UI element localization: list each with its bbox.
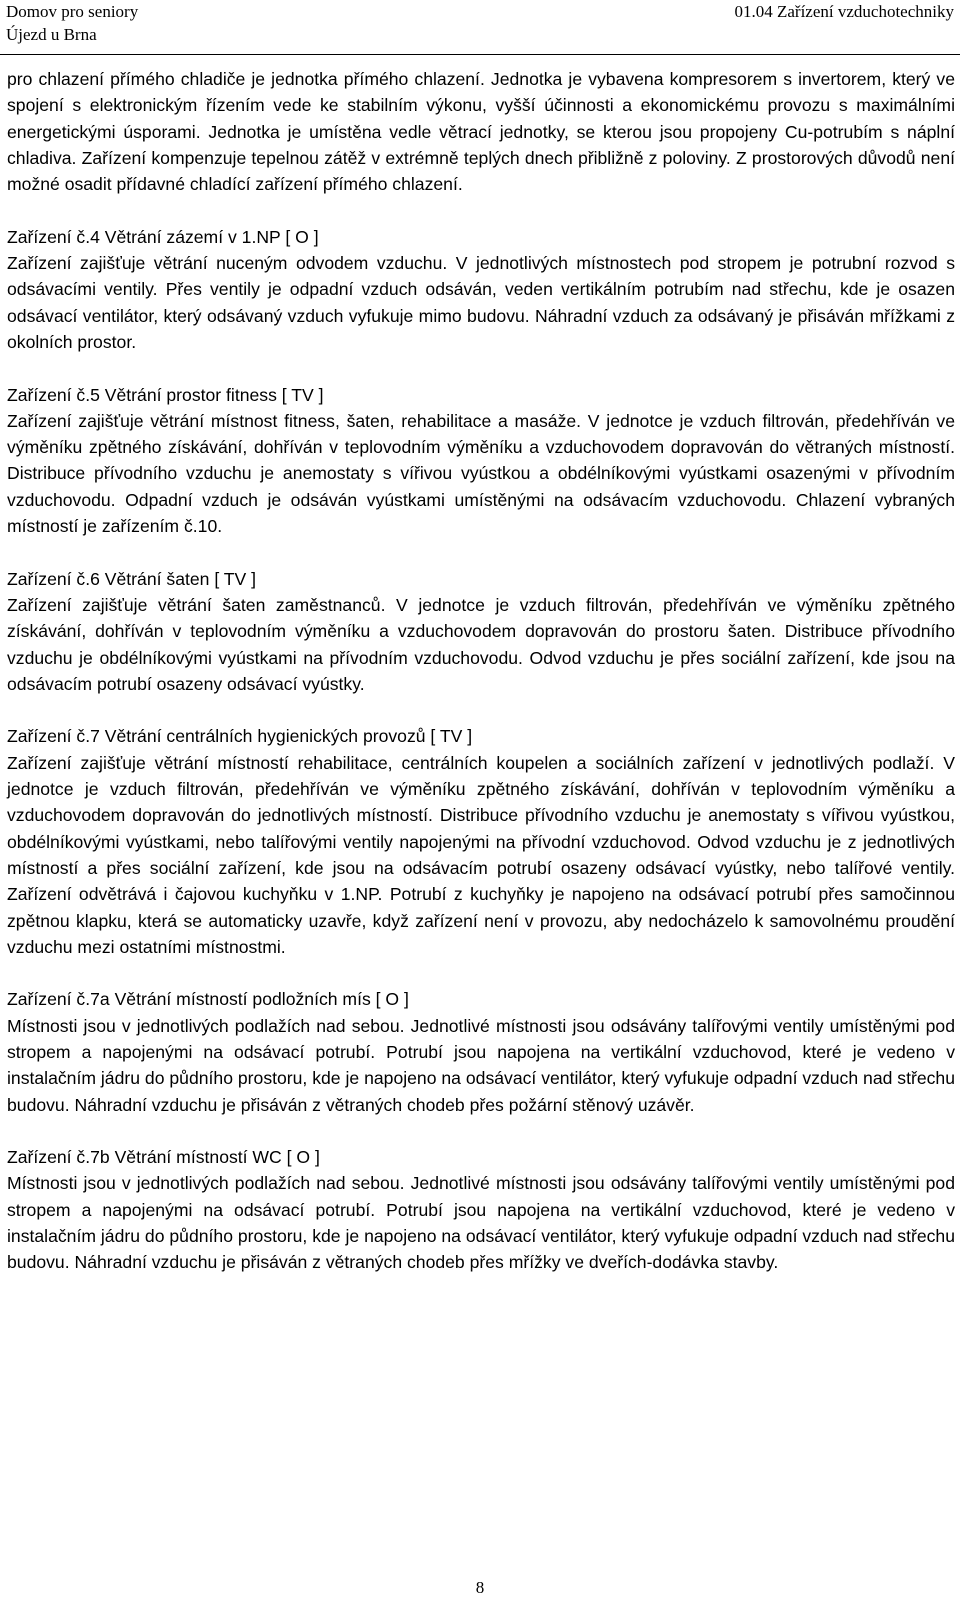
section-body: Zařízení zajišťuje větrání místnost fitness, šaten, rehabilitace a masáže. V jednotce je vzduch filtrován, předehříván ve výměníku zpětného získávání, dohříván v teplovodním výměníku a vzduchovodem dopravován do větraných místností. Distribuce přívodního vzduchu je anemostaty s vířivou vyústkou a obdélníkovými vyústkami osazenými v přívodním vzduchovodu. Odpadní vzduch je odsáván vyústkami umístěnými na odsávacím vzduchovodu. Chlazení vybraných místností je zařízením č.10. — [7, 410, 955, 537]
section-body: Zařízení zajišťuje větrání nuceným odvodem vzduchu. V jednotlivých místnostech pod stropem je potrubní rozvod s odsávacími ventily. Přes ventily je odpadní vzduch odsáván, veden vertikálním potrubím nad střechu, kde je osazen odsávací ventilátor, který odsávaný vzduch vyfukuje mimo budovu. Náhradní vzduch za odsávaný je přisáván mřížkami z okolních prostor. — [7, 253, 955, 352]
document-body — [7, 66, 955, 1276]
page-header — [0, 0, 960, 55]
section-heading: Zařízení č.6 Větrání šaten [ TV ] — [7, 568, 257, 589]
section-device-7b — [7, 1144, 955, 1275]
section-device-6 — [7, 566, 955, 697]
section-device-4 — [7, 224, 955, 355]
section-body: Místnosti jsou v jednotlivých podlažích nad sebou. Jednotlivé místnosti jsou odsávány talířovými ventily umístěnými pod stropem a napojenými na odsávací potrubí. Potrubí jsou napojena na vertikální vzduchovod, které je vedeno v instalačním jádru do půdního prostoru, kde je napojeno na odsávací ventilátor, který vyfukuje odpadní vzduch nad střechu budovu. Náhradní vzduchu je přisáván z větraných chodeb přes mřížky ve dveřích-dodávka stavby. — [7, 1173, 955, 1273]
header-document-title: 01.04 Zařízení vzduchotechniky — [734, 2, 954, 21]
header-org-line2: Újezd u Brna — [6, 25, 97, 44]
section-heading: Zařízení č.4 Větrání zázemí v 1.NP [ O ] — [7, 226, 319, 247]
section-heading: Zařízení č.7b Větrání místností WC [ O ] — [7, 1147, 320, 1168]
section-heading: Zařízení č.7 Větrání centrálních hygienických provozů [ TV ] — [7, 726, 473, 747]
intro-paragraph: pro chlazení přímého chladiče je jednotka přímého chlazení. Jednotka je vybavena kompresorem s invertorem, který ve spojení s elektronickým řízením vede ke stabilním výkonu, vyšší účinnosti a ekonomickému provozu s maximálními energetickými úsporami. Jednotka je umístěna vedle větrací jednotky, se kterou jsou propojeny Cu-potrubím s náplní chladiva. Zařízení kompenzuje tepelnou zátěž v extrémně teplých dnech přibližně z poloviny. Z prostorových důvodů není možné osadit přídavné chladící zařízení přímého chlazení. — [7, 69, 955, 195]
section-heading: Zařízení č.7a Větrání místností podložních mís [ O ] — [7, 989, 409, 1010]
section-device-7a — [7, 986, 955, 1117]
section-device-5 — [7, 382, 955, 540]
header-organization — [6, 0, 138, 46]
page-number: 8 — [475, 1578, 485, 1597]
section-body: Místnosti jsou v jednotlivých podlažích nad sebou. Jednotlivé místnosti jsou odsávány talířovými ventily umístěnými pod stropem a napojenými na odsávací potrubí. Potrubí jsou napojena na vertikální vzduchovod, které je vedeno v instalačním jádru do půdního prostoru, kde je napojeno na odsávací ventilátor, který vyfukuje odpadní vzduch nad střechu budovu. Náhradní vzduchu je přisáván z větraných chodeb přes požární stěnový uzávěr. — [7, 1015, 955, 1115]
header-org-line1: Domov pro seniory — [6, 2, 139, 21]
section-device-7 — [7, 723, 955, 960]
section-body: Zařízení zajišťuje větrání místností rehabilitace, centrálních koupelen a sociálních zařízení v jednotlivých podlaží. V jednotce je vzduch filtrován, předehříván ve výměníku zpětného získávání, dohříván v teplovodním výměníku a vzduchovodem dopravován do jednotlivých místností. Distribuce přívodního vzduchu je anemostaty s vířivou vyústkou, obdélníkovými vyústkami, nebo talířovými ventily napojenými na přívodní vzduchovod. Odvod vzduchu je z jednotlivých místností a přes sociální zařízení, kde jsou na odsávacím potrubí osazeny odsávací vyústky, nebo talířové ventily. Zařízení odvětrává i čajovou kuchyňku v 1.NP. Potrubí z kuchyňky je napojeno na odsávací potrubí přes samočinnou zpětnou klapku, která se automaticky uzavře, když zařízení není v provozu, aby nedocházelo k samovolnému proudění vzduchu mezi ostatními místnostmi. — [7, 752, 955, 957]
section-heading: Zařízení č.5 Větrání prostor fitness [ TV ] — [7, 384, 324, 405]
section-body: Zařízení zajišťuje větrání šaten zaměstnanců. V jednotce je vzduch filtrován, předehříván ve výměníku zpětného získávání, dohříván v teplovodním výměníku a vzduchovodem dopravován do prostoru šaten. Distribuce přívodního vzduchu je obdélníkovými vyústkami na přívodním vzduchovodu. Odvod vzduchu je přes sociální zařízení, kde jsou na odsávacím potrubí osazeny odsávací vyústky. — [7, 594, 955, 694]
